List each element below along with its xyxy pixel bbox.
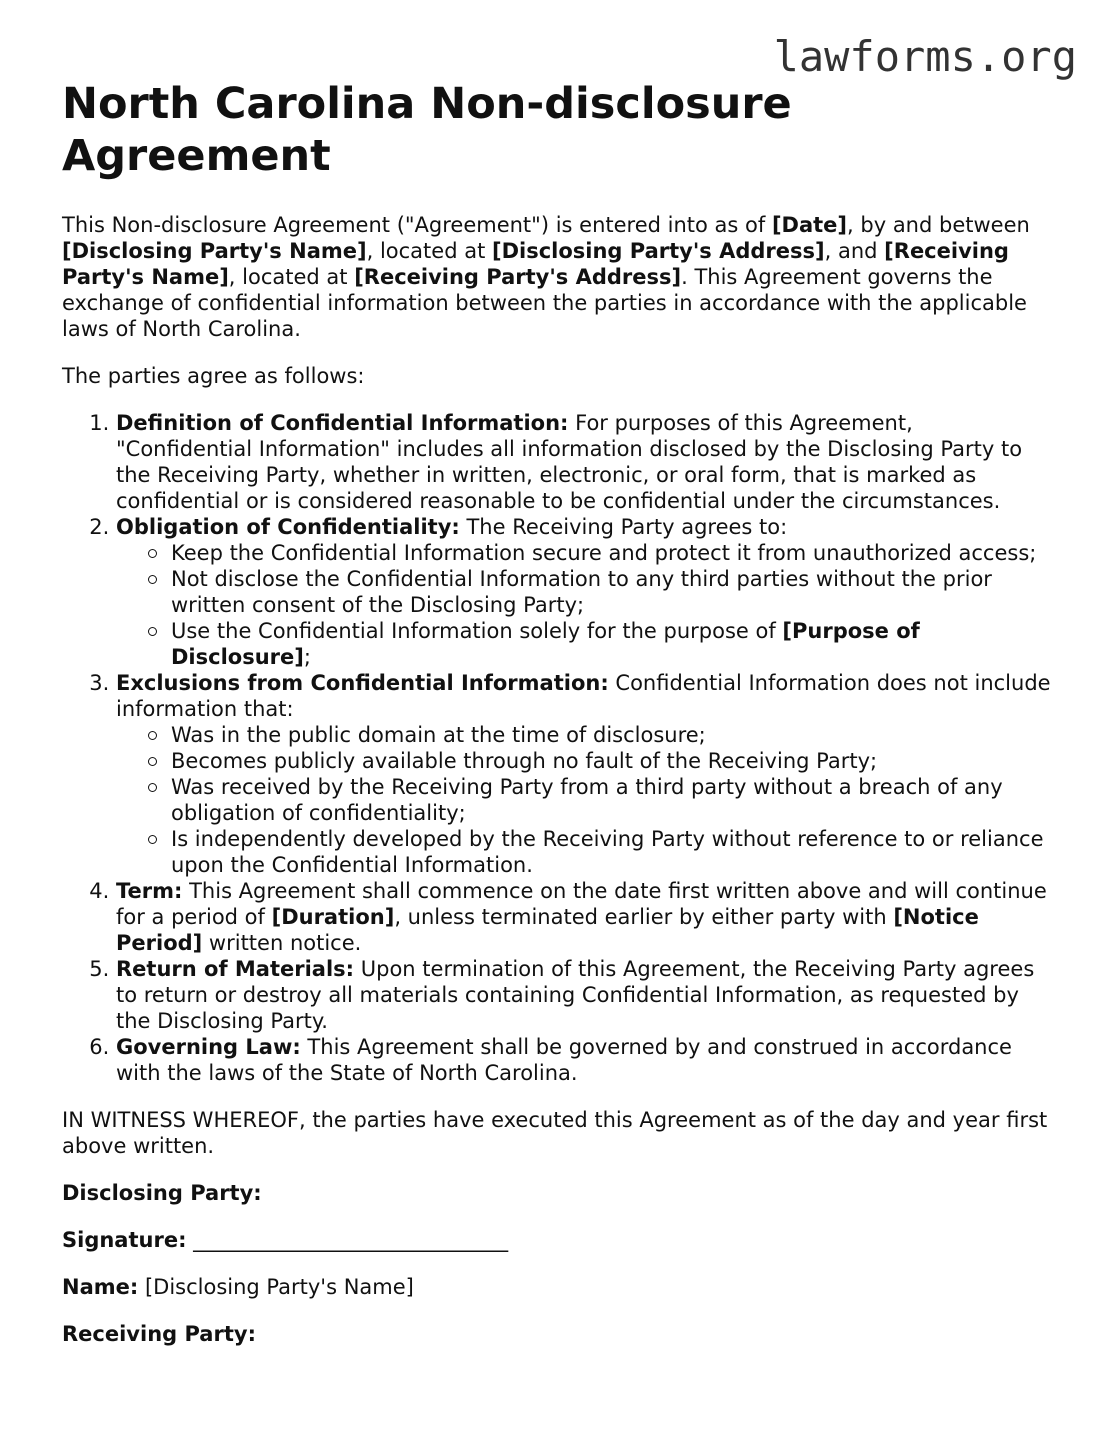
section-heading: Obligation of Confidentiality: — [116, 515, 460, 539]
list-item: Becomes publicly available through no fault of the Receiving Party; — [171, 748, 1052, 774]
list-item: Was in the public domain at the time of disclosure; — [171, 722, 1052, 748]
signature-label: Signature: — [62, 1228, 187, 1252]
exclusions-list — [116, 722, 1052, 878]
witness-paragraph: IN WITNESS WHEREOF, the parties have executed this Agreement as of the day and year first above written. — [62, 1108, 1048, 1158]
placeholder-purpose: [Purpose of Disclosure] — [171, 619, 920, 669]
name-label: Name: — [62, 1275, 139, 1299]
section-obligation: 2. Obligation of Confidentiality: The Receiving Party agrees to: Keep the Confidential Information secure and protect it from unauthorized access; Not disclose the Confidential Information to any third parties without the prior written consent of the Disclosing Party; Use the Confidential Information solely for the purpose of [Purpose of Disclosure]; — [116, 514, 1052, 670]
section-heading: Definition of Confidential Information: — [116, 411, 569, 435]
name-value: [Disclosing Party's Name] — [144, 1275, 414, 1299]
section-heading: Governing Law: — [116, 1035, 301, 1059]
section-heading: Exclusions from Confidential Information: — [116, 671, 609, 695]
section-governing-law: 6. Governing Law: This Agreement shall be governed by and construed in accordance with the laws of the State of North Carolina. — [116, 1034, 1052, 1086]
agree-text: The parties agree as follows: — [62, 364, 365, 388]
intro-paragraph: This Non-disclosure Agreement ("Agreement") is entered into as of [Date], by and between [Disclosing Party's Name], located at [Disclosing Party's Address], and [Receiving Party's Name], located at [Receiving Party's Address]. This Agreement governs the exchange of confidential information between the parties in accordance with the applicable laws of North Carolina. — [62, 213, 1030, 341]
document-title: North Carolina Non-disclosure Agreement — [62, 79, 792, 181]
watermark-logo: lawforms.org — [773, 32, 1077, 81]
placeholder-disclosing-name: [Disclosing Party's Name] — [62, 239, 367, 263]
receiving-party-label: Receiving Party: — [62, 1322, 256, 1346]
signature-line[interactable]: ______________________________ — [193, 1228, 509, 1252]
document-page — [62, 78, 1052, 1368]
placeholder-disclosing-address: [Disclosing Party's Address] — [491, 239, 825, 263]
name-row — [62, 1274, 1052, 1300]
list-item: Not disclose the Confidential Information to any third parties without the prior written consent of the Disclosing Party; — [171, 566, 1052, 618]
section-return: 5. Return of Materials: Upon termination of this Agreement, the Receiving Party agrees to return or destroy all materials containing Confidential Information, as requested by the Disclosing Party. — [116, 956, 1052, 1034]
placeholder-duration: [Duration] — [271, 905, 395, 929]
placeholder-receiving-address: [Receiving Party's Address] — [354, 265, 682, 289]
section-definition: 1. Definition of Confidential Information: For purposes of this Agreement, "Confidential Information" includes all information disclosed by the Disclosing Party to the Receiving Party, whether in written, electronic, or oral form, that is marked as confidential or is considered reasonable to be confidential under the circumstances. — [116, 410, 1052, 514]
obligation-list — [116, 540, 1052, 670]
list-item: Use the Confidential Information solely for the purpose of [Purpose of Disclosure]; — [171, 618, 1052, 670]
section-heading: Term: — [116, 879, 183, 903]
terms-list — [62, 410, 1052, 1086]
list-item: Was received by the Receiving Party from a third party without a breach of any obligation of confidentiality; — [171, 774, 1052, 826]
signature-block — [62, 1180, 1052, 1347]
section-exclusions: 3. Exclusions from Confidential Information: Confidential Information does not include information that: Was in the public domain at the time of disclosure; Becomes publicly available through no fault of the Receiving Party; Was received by the Receiving Party from a third party without a breach of any obligation of confidentiality; Is independently developed by the Receiving Party without reference to or reliance upon the Confidential Information. — [116, 670, 1052, 878]
placeholder-receiving-name: [Receiving Party's Name] — [62, 239, 1009, 289]
section-heading: Return of Materials: — [116, 957, 355, 981]
disclosing-party-label: Disclosing Party: — [62, 1181, 262, 1205]
section-term: 4. Term: This Agreement shall commence on the date first written above and will continue for a period of [Duration], unless terminated earlier by either party with [Notice Period] written notice. — [116, 878, 1052, 956]
list-item: Keep the Confidential Information secure and protect it from unauthorized access; — [171, 540, 1052, 566]
placeholder-date: [Date] — [771, 213, 848, 237]
list-item: Is independently developed by the Receiving Party without reference to or reliance upon the Confidential Information. — [171, 826, 1052, 878]
placeholder-notice-period: [Notice Period] — [116, 905, 979, 955]
signature-row — [62, 1227, 1052, 1253]
